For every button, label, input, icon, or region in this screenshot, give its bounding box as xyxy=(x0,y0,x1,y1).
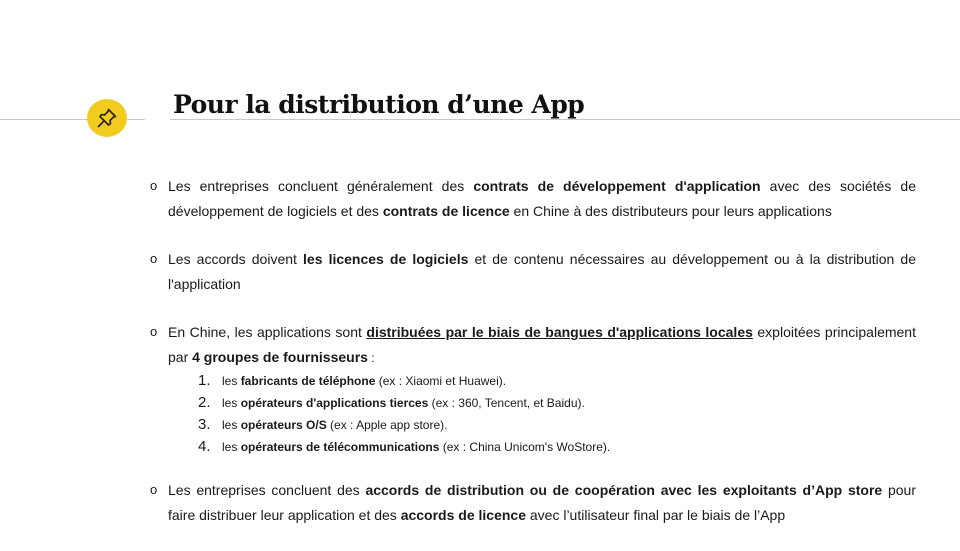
list-item: 3. les opérateurs O/S (ex : Apple app store). xyxy=(198,416,448,433)
header-rule-right xyxy=(170,119,960,120)
list-item: 2. les opérateurs d'applications tierces (ex : 360, Tencent, et Baidu). xyxy=(198,394,585,411)
pushpin-badge xyxy=(87,99,127,137)
bullet-marker: o xyxy=(150,482,158,497)
page-title: Pour la distribution d’une App xyxy=(173,90,585,119)
pushpin-icon xyxy=(95,106,119,130)
bullet-text: Les accords doivent les licences de logiciels et de contenu nécessaires au développement ou à la distribution de l'application xyxy=(168,251,916,292)
provider-list xyxy=(150,370,916,458)
bullet-local-app-stores xyxy=(150,320,916,370)
list-item: 1. les fabricants de téléphone (ex : Xiaomi et Huawei). xyxy=(198,372,507,389)
list-item: 4. les opérateurs de télécommunications (ex : China Unicom's WoStore). xyxy=(198,438,611,455)
bullet-software-licences xyxy=(150,247,916,296)
slide-body xyxy=(150,174,916,551)
bullet-marker: o xyxy=(150,324,158,339)
bullet-app-store-agreements xyxy=(150,478,916,527)
bullet-marker: o xyxy=(150,251,158,266)
bullet-marker: o xyxy=(150,178,158,193)
bullet-text: En Chine, les applications sont distribuées par le biais de bangues d'applications locales exploitées principalement par 4 groupes de fournisseurs : xyxy=(168,324,916,365)
bullet-text: Les entreprises concluent généralement des contrats de développement d'application avec des sociétés de développement de logiciels et des contrats de licence en Chine à des distributeurs pour leurs applications xyxy=(168,178,916,219)
bullet-text: Les entreprises concluent des accords de distribution ou de coopération avec les exploitants d’App store pour faire distribuer leur application et des accords de licence avec l’utilisateur final par le biais de l’App xyxy=(168,482,917,523)
bullet-development-contracts xyxy=(150,174,916,223)
